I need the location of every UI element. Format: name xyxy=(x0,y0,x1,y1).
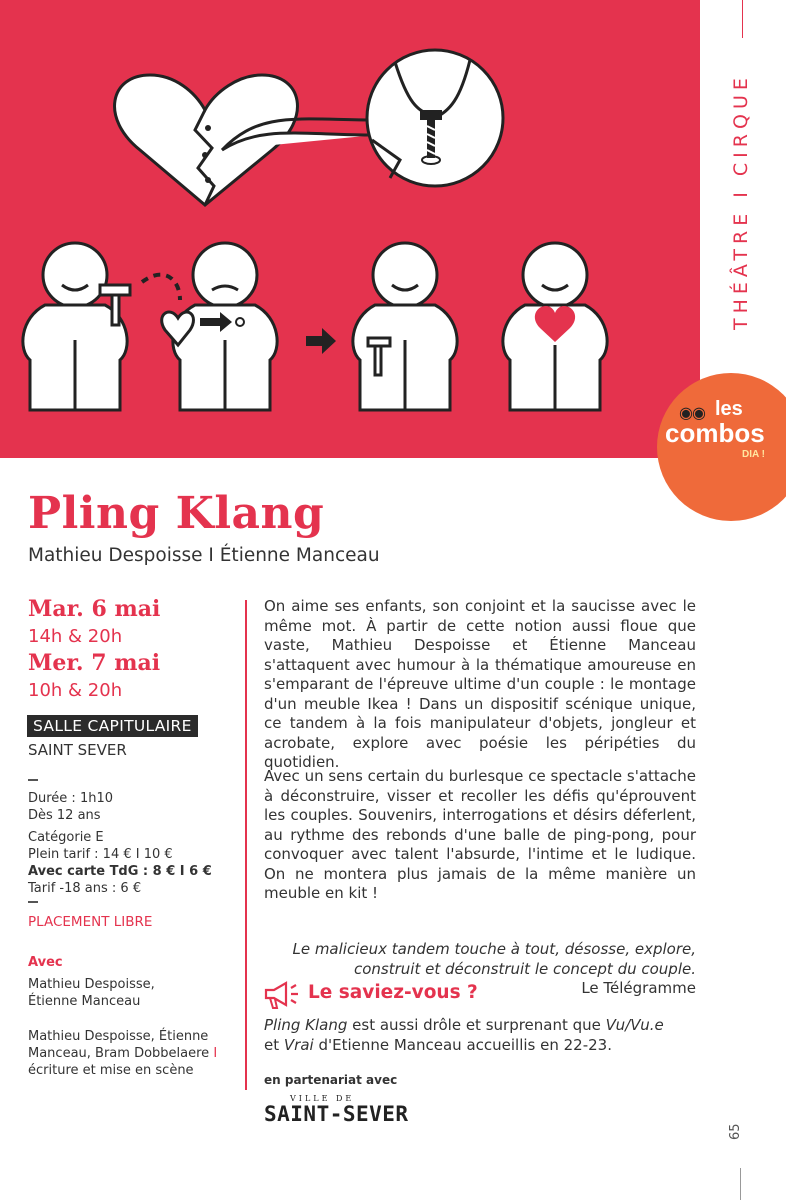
seating: PLACEMENT LIBRE xyxy=(28,914,153,930)
eyes-icon: ◉◉ xyxy=(679,403,705,422)
page-number: 65 xyxy=(728,1123,743,1140)
divider-dash xyxy=(28,901,38,903)
partner-label: en partenariat avec xyxy=(264,1073,398,1087)
credits-line-3: écriture et mise en scène xyxy=(28,1063,194,1078)
cast-label: Avec xyxy=(28,955,63,970)
credits xyxy=(28,1028,217,1079)
date-hours-2: 10h & 20h xyxy=(28,680,123,701)
under18-price: Tarif -18 ans : 6 € xyxy=(28,881,142,896)
show-authors: Mathieu Despoisse I Étienne Manceau xyxy=(28,545,380,566)
duration: Durée : 1h10 xyxy=(28,791,114,806)
page-rule xyxy=(740,1168,741,1200)
saviez-body xyxy=(264,1016,704,1055)
duration-info xyxy=(28,790,113,824)
dates-block xyxy=(28,596,160,704)
description-p2: Avec un sens certain du burlesque ce spectacle s'attache à déconstruire, visser et recoller les défis qu'éprouvent les couples. Souvenirs, interrogations et désirs déferlent, au rythme des rebonds d'une balle de ping-pong, pour convoquer avec talent l'absurde, l'intime et le ludique. On ne montera plus jamais de la même manière un meuble en kit ! xyxy=(264,767,696,902)
ikea-couple-illustration xyxy=(0,0,700,458)
age: Dès 12 ans xyxy=(28,808,101,823)
combos-les: les xyxy=(715,398,743,420)
cast-name-1: Mathieu Despoisse, xyxy=(28,977,155,992)
quote-line-1: Le malicieux tandem touche à tout, désosse, explore, xyxy=(292,940,696,958)
cast-name-2: Étienne Manceau xyxy=(28,994,141,1009)
combos-dia: DIA ! xyxy=(742,449,765,460)
saviez-title-ref: Pling Klang xyxy=(264,1016,348,1034)
saviez-text-2: et xyxy=(264,1035,284,1054)
price-info xyxy=(28,829,212,897)
combos-word: combos xyxy=(665,418,765,448)
date-hours-1: 14h & 20h xyxy=(28,626,123,647)
divider-dash xyxy=(28,779,38,781)
saviez-text-3: d'Etienne Manceau accueillis en 22-23. xyxy=(313,1035,612,1054)
venue-city: SAINT SEVER xyxy=(28,741,127,759)
saviez-text: est aussi drôle et surprenant que xyxy=(347,1016,606,1034)
credits-line-2: Manceau, Bram Dobbelaere I xyxy=(28,1046,218,1061)
quote-source: Le Télégramme xyxy=(581,979,696,997)
category-text: THÉÂTRE I CIRQUE xyxy=(730,73,752,330)
date-day-2: Mer. 7 mai xyxy=(28,650,161,676)
partner-ville-de: VILLE DE xyxy=(290,1094,355,1103)
show-title: Pling Klang xyxy=(28,488,325,539)
full-price: Plein tarif : 14 € I 10 € xyxy=(28,847,173,862)
date-day-1: Mar. 6 mai xyxy=(28,596,161,622)
hero-illustration xyxy=(0,0,700,458)
les-combos-badge xyxy=(657,373,786,521)
quote-line-2: construit et déconstruit le concept du couple. xyxy=(353,959,696,978)
credits-line-1: Mathieu Despoisse, Étienne xyxy=(28,1029,209,1044)
category-side-label xyxy=(722,40,766,340)
sad-figure-icon xyxy=(162,243,277,410)
saviez-title: Le saviez-vous ? xyxy=(308,982,478,1003)
megaphone-icon xyxy=(264,980,304,1010)
saviez-ref-vrai: Vrai xyxy=(283,1035,314,1054)
happy-figure-icon xyxy=(353,243,457,410)
partner-logo: SAINT-SEVER xyxy=(264,1102,409,1126)
category: Catégorie E xyxy=(28,830,104,845)
saviez-vous-header xyxy=(264,980,478,1014)
description-p1: On aime ses enfants, son conjoint et la saucisse avec le même mot. À partir de cette notion aussi floue que vaste, Mathieu Despoisse et Étienne Manceau s'attaquent avec humour à la thématique amoureuse en s'emparant de l'épreuve ultime d'un couple : le montage d'un meuble Ikea ! Dans un dispositif scénique unique, ce tandem à la fois manipulateur d'objets, jongleur et acrobate, explore avec poésie les péripéties du quotidien. xyxy=(264,597,696,771)
saviez-ref-vu: Vu/Vu.e xyxy=(605,1016,664,1034)
screw-zoom-icon xyxy=(367,50,503,186)
cast-names xyxy=(28,976,155,1010)
credits-separator: I xyxy=(213,1046,218,1061)
column-divider xyxy=(245,600,247,1090)
arrow-right-icon xyxy=(306,328,336,354)
card-price: Avec carte TdG : 8 € I 6 € xyxy=(28,864,212,879)
venue-hall: SALLE CAPITULAIRE xyxy=(27,715,198,737)
